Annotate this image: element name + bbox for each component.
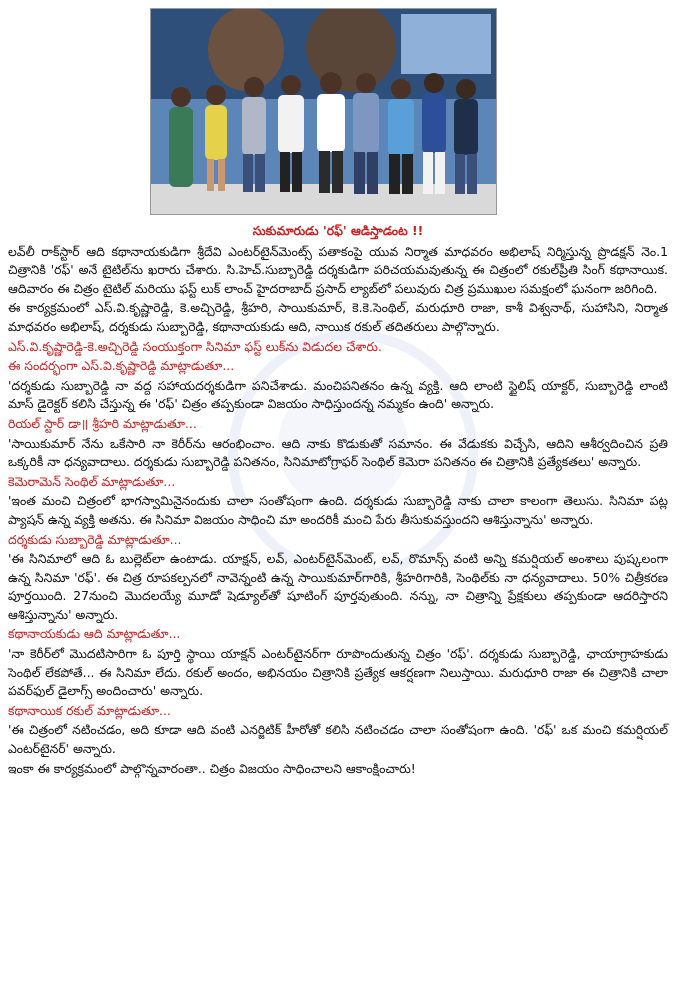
section-heading: ఈ సందర్భంగా ఎస్.వి.కృష్ణారెడ్డి మాట్లాడుతూ... bbox=[8, 358, 235, 374]
section-heading: కథానాయకుడు ఆది మాట్లాడుతూ... bbox=[8, 626, 181, 642]
article-paragraph: ఈ కార్యక్రమంలో ఎస్.వి.కృష్ణారెడ్డి, కె.అచ్చిరెడ్డి, శ్రీహరి, సాయికుమార్, కె.కె.సెంథిల్, మరుధూరి రాజా, కాశీ విశ్వనాథ్, సుహాసిని, నిర్మాత మాధవరం అభిలాష్, దర్శకుడు సుబ్బారెడ్డి, కథానాయకుడు ఆది, నాయిక రకుల్ తదితరులు పాల్గొన్నారు. bbox=[8, 300, 668, 334]
article bbox=[8, 222, 668, 779]
section-heading: దర్శకుడు సుబ్బారెడ్డి మాట్లాడుతూ... bbox=[8, 531, 182, 547]
event-photo bbox=[150, 8, 497, 215]
section-heading: ఎస్.వి.కృష్ణారెడ్డి-కె.అచ్చిరెడ్డి సంయుక్తంగా సినిమా ఫస్ట్ లుక్‌ను విడుదల చేశారు. bbox=[8, 338, 382, 354]
section-heading: కథానాయిక రకుల్ మాట్లాడుతూ... bbox=[8, 702, 171, 718]
article-paragraph: లవ్‌లీ రాక్‌స్టార్ ఆది కథానాయకుడిగా శ్రీదేవి ఎంటర్‌టైన్‌మెంట్స్ పతాకంపై యువ నిర్మాత మాధవరం అభిలాష్ నిర్మిస్తున్న ప్రొడక్షన్ నెం.1 చిత్రానికి 'రఫ్' అనే టైటిల్‌ను ఖరారు చేశారు. సి.హెచ్.సుబ్బారెడ్డి దర్శకుడిగా పరిచయమవుతున్న ఈ చిత్రంలో రకుల్‌ప్రీతి సింగ్ కథానాయిక. ఆదివారం ఈ చిత్రం టైటిల్ మరియు ఫస్ట్ లుక్ లాంచ్ హైదరాబాద్ ప్రసాద్ ల్యాబ్‌లో పలువురు చిత్ర ప్రముఖుల సమక్షంలో ఘనంగా జరిగింది. bbox=[8, 243, 668, 296]
article-title: సుకుమారుడు 'రఫ్' ఆడిస్తాడంట !! bbox=[252, 223, 424, 238]
section-heading: రియల్ స్టార్ డా॥ శ్రీహరి మాట్లాడుతూ... bbox=[8, 415, 197, 431]
article-paragraph: 'ఈ సినిమాలో ఆది ఓ బుల్లెట్‌లా ఉంటాడు. యాక్షన్, లవ్, ఎంటర్‌టైన్‌మెంట్, లవ్, రొమాన్స్ వంటి అన్ని కమర్షియల్ అంశాలు పుష్కలంగా ఉన్న సినిమా 'రఫ్'. ఈ చిత్ర రూపకల్పనలో నావెన్నంటి ఉన్న సాయికుమార్‌గారికి, శ్రీహరిగారికి, సెంథిల్‌కు నా ధన్యవాదాలు. 50% చిత్రీకరణ పూర్తయింది. 27నుంచి మొదలయ్యే మూడో షెడ్యూల్‌తో షూటింగ్ పూర్తవుతుంది. నన్ను, నా చిత్రాన్ని ప్రేక్షకులు తప్పకుండా ఆదరిస్తారని ఆశిస్తున్నాను' అన్నారు. bbox=[8, 551, 668, 622]
article-paragraph: ఇంకా ఈ కార్యక్రమంలో పాల్గొన్నవారంతా.. చిత్రం విజయం సాధించాలని ఆకాంక్షించారు! bbox=[8, 760, 416, 776]
section-heading: కెమెరామెన్ సెంథిల్ మాట్లాడుతూ... bbox=[8, 473, 176, 489]
article-paragraph: 'నా కెరీర్‌లో మొదటిసారిగా ఓ పూర్తి స్థాయి యాక్షన్ ఎంటర్‌టైనర్‌గా రూపొందుతున్న చిత్రం 'రఫ్'. దర్శకుడు సుబ్బారెడ్డి, ఛాయాగ్రాహకుడు సెంథిల్ లేకపోతే... ఈ సినిమా లేదు. రకుల్ అందం, అభినయం చిత్రానికి ప్రత్యేక ఆకర్షణగా నిలుస్తాయి. మరుధూరి రాజా ఈ చిత్రానికి చాలా పవర్‌ఫుల్ డైలాగ్స్ అందించారు' అన్నారు. bbox=[8, 646, 668, 699]
article-paragraph: 'ఇంత మంచి చిత్రంలో భాగస్వామినైనందుకు చాలా సంతోషంగా ఉంది. దర్శకుడు సుబ్బారెడ్డి నాకు చాలా కాలంగా తెలుసు. సినిమా పట్ల ప్యాషన్ ఉన్న వ్యక్తి అతను. ఈ సినిమా విజయం సాధించి మా అందరికీ మంచి పేరు తీసుకువస్తుందని ఆశిస్తున్నాను' అన్నారు. bbox=[8, 493, 668, 527]
article-paragraph: 'ఈ చిత్రంలో నటించడం, అది కూడా ఆది వంటి ఎనర్జిటిక్ హీరోతో కలిసి నటించడం చాలా సంతోషంగా ఉంది. 'రఫ్' ఒక మంచి కమర్షియల్ ఎంటర్‌టైనర్' అన్నారు. bbox=[8, 722, 668, 757]
article-paragraph: 'సాయికుమార్ నేను ఒకేసారి నా కెరీర్‌ను ఆరంభించాం. ఆది నాకు కొడుకుతో సమానం. ఈ వేడుకకు విచ్చేసి, ఆదిని ఆశీర్వదించిన ప్రతి ఒక్కరికీ నా ధన్యవాదాలు. దర్శకుడు సుబ్బారెడ్డి పనితనం, సినిమాటోగ్రాఫర్ సెంథిల్ కెమెరా పనితనం ఈ చిత్రానికి ప్రత్యేకతలు' అన్నారు. bbox=[8, 435, 668, 470]
article-paragraph: 'దర్శకుడు సుబ్బారెడ్డి నా వద్ద సహాయదర్శకుడిగా పనిచేశాడు. మంచిపనితనం ఉన్న వ్యక్తి. ఆది లాంటి స్టైలిష్ యాక్టర్, సుబ్బారెడ్డి లాంటి మాస్ డైరెక్టర్ కలిసి చేస్తున్న ఈ 'రఫ్' చిత్రం తప్పకుండా విజయం సాధిస్తుందన్న నమ్మకం ఉంది' అన్నారు. bbox=[8, 377, 668, 412]
article-body bbox=[8, 243, 668, 779]
